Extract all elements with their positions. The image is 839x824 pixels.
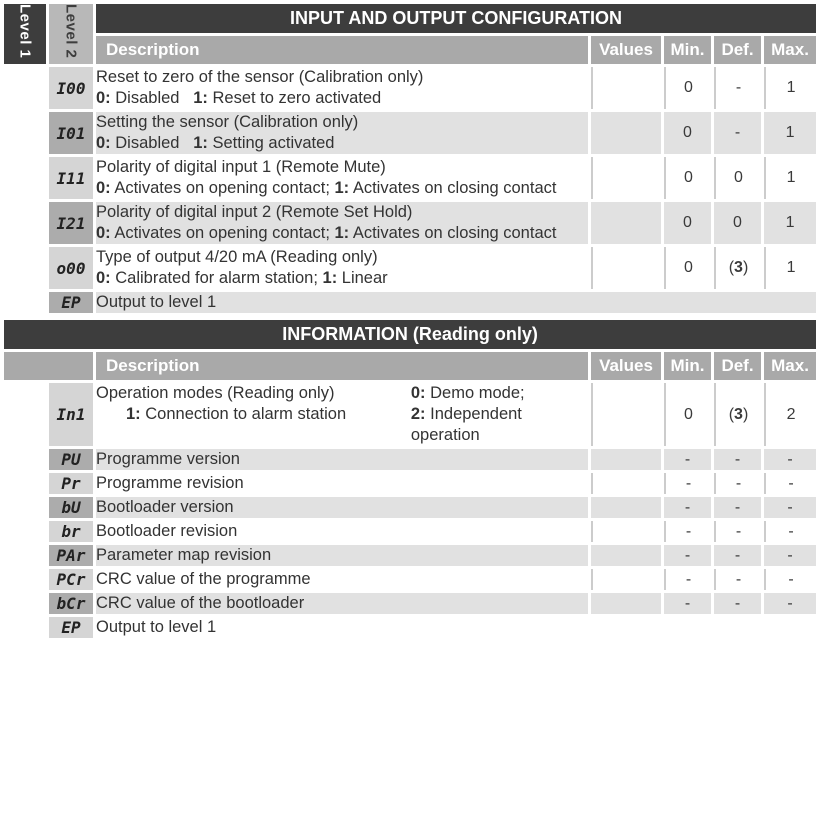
values-cell: [591, 202, 661, 244]
param-code: PCr: [49, 569, 93, 590]
max-cell: -: [764, 449, 816, 470]
min-cell: 0: [664, 112, 711, 154]
param-code: o00: [49, 247, 93, 289]
def-cell: -: [714, 569, 761, 590]
col-header-min: Min.: [664, 352, 711, 380]
min-cell: -: [664, 569, 711, 590]
section-title-information: INFORMATION (Reading only): [4, 320, 816, 349]
param-row-PAr: [4, 545, 816, 566]
level2-label: Level 2: [62, 4, 80, 59]
min-cell: 0: [664, 247, 711, 289]
max-cell: 1: [764, 112, 816, 154]
def-cell: 0: [714, 202, 761, 244]
max-cell: -: [764, 545, 816, 566]
min-cell: 0: [664, 67, 711, 109]
def-cell: -: [714, 521, 761, 542]
information-table: [1, 317, 819, 641]
values-cell: [591, 157, 661, 199]
min-cell: -: [664, 593, 711, 614]
level2-column-header: [49, 4, 93, 64]
param-row-EP: [4, 617, 816, 638]
param-row-I11: [4, 157, 816, 199]
values-cell: [591, 67, 661, 109]
min-cell: 0: [664, 202, 711, 244]
param-code: PAr: [49, 545, 93, 566]
max-cell: 1: [764, 202, 816, 244]
values-cell: [591, 569, 661, 590]
param-code: I00: [49, 67, 93, 109]
col-header-def: Def.: [714, 36, 761, 64]
def-cell: (3): [714, 247, 761, 289]
param-description: Parameter map revision: [96, 545, 588, 566]
param-code: In1: [49, 383, 93, 446]
col-header-description: Description: [96, 36, 588, 64]
def-cell: (3): [714, 383, 761, 446]
min-cell: 0: [664, 157, 711, 199]
io-configuration-table: [1, 1, 819, 316]
param-row-PCr: [4, 569, 816, 590]
max-cell: -: [764, 473, 816, 494]
param-description: CRC value of the programme: [96, 569, 588, 590]
values-cell: [591, 112, 661, 154]
param-row-PU: [4, 449, 816, 470]
param-description: Type of output 4/20 mA (Reading only) 0: Calibrated for alarm station; 1: Linear: [96, 247, 588, 289]
def-cell: -: [714, 497, 761, 518]
param-code: I01: [49, 112, 93, 154]
param-description: Reset to zero of the sensor (Calibration only) 0: Disabled 1: Reset to zero activated: [96, 67, 588, 109]
param-row-I01: [4, 112, 816, 154]
max-cell: -: [764, 569, 816, 590]
param-code: Pr: [49, 473, 93, 494]
min-cell: 0: [664, 383, 711, 446]
def-cell: -: [714, 593, 761, 614]
param-description: Operation modes (Reading only) 1: Connection to alarm station 0: Demo mode; 2: Independent operation: [96, 383, 588, 446]
param-code: br: [49, 521, 93, 542]
min-cell: -: [664, 521, 711, 542]
max-cell: -: [764, 521, 816, 542]
param-code: I21: [49, 202, 93, 244]
def-cell: -: [714, 112, 761, 154]
param-row-In1: [4, 383, 816, 446]
values-cell: [591, 473, 661, 494]
max-cell: 1: [764, 67, 816, 109]
max-cell: -: [764, 593, 816, 614]
level1-label: Level 1: [16, 4, 34, 59]
param-row-o00: [4, 247, 816, 289]
def-cell: -: [714, 449, 761, 470]
level1-code: tId: [4, 383, 46, 638]
param-description: Bootloader version: [96, 497, 588, 518]
param-description: Polarity of digital input 1 (Remote Mute) 0: Activates on opening contact; 1: Activates on closing contact: [96, 157, 588, 199]
param-code: I11: [49, 157, 93, 199]
max-cell: 2: [764, 383, 816, 446]
def-cell: -: [714, 545, 761, 566]
values-cell: [591, 383, 661, 446]
param-row-I00: [4, 67, 816, 109]
param-description: CRC value of the bootloader: [96, 593, 588, 614]
col-header-values: Values: [591, 36, 661, 64]
min-cell: -: [664, 545, 711, 566]
values-cell: [591, 521, 661, 542]
param-description: Programme version: [96, 449, 588, 470]
param-row-bU: [4, 497, 816, 518]
level-columns-spacer: [4, 352, 93, 380]
param-description: Setting the sensor (Calibration only) 0: Disabled 1: Setting activated: [96, 112, 588, 154]
param-row-EP: [4, 292, 816, 313]
values-cell: [591, 593, 661, 614]
param-code: bCr: [49, 593, 93, 614]
param-description: Programme revision: [96, 473, 588, 494]
param-row-I21: [4, 202, 816, 244]
level1-code: In0: [4, 67, 46, 313]
param-description: Polarity of digital input 2 (Remote Set Hold) 0: Activates on opening contact; 1: Activates on closing contact: [96, 202, 588, 244]
param-description: Output to level 1: [96, 617, 816, 638]
param-description: Output to level 1: [96, 292, 816, 313]
min-cell: -: [664, 449, 711, 470]
min-cell: -: [664, 473, 711, 494]
param-code: EP: [49, 292, 93, 313]
param-code: EP: [49, 617, 93, 638]
def-cell: 0: [714, 157, 761, 199]
values-cell: [591, 545, 661, 566]
param-row-bCr: [4, 593, 816, 614]
param-code: bU: [49, 497, 93, 518]
values-cell: [591, 497, 661, 518]
values-cell: [591, 247, 661, 289]
section-title-io: INPUT AND OUTPUT CONFIGURATION: [96, 4, 816, 33]
param-row-Pr: [4, 473, 816, 494]
col-header-def: Def.: [714, 352, 761, 380]
col-header-description: Description: [96, 352, 588, 380]
values-cell: [591, 449, 661, 470]
level1-column-header: [4, 4, 46, 64]
max-cell: -: [764, 497, 816, 518]
param-code: PU: [49, 449, 93, 470]
max-cell: 1: [764, 157, 816, 199]
col-header-values: Values: [591, 352, 661, 380]
col-header-max: Max.: [764, 36, 816, 64]
col-header-max: Max.: [764, 352, 816, 380]
def-cell: -: [714, 67, 761, 109]
col-header-min: Min.: [664, 36, 711, 64]
def-cell: -: [714, 473, 761, 494]
param-description: Bootloader revision: [96, 521, 588, 542]
max-cell: 1: [764, 247, 816, 289]
min-cell: -: [664, 497, 711, 518]
param-row-br: [4, 521, 816, 542]
